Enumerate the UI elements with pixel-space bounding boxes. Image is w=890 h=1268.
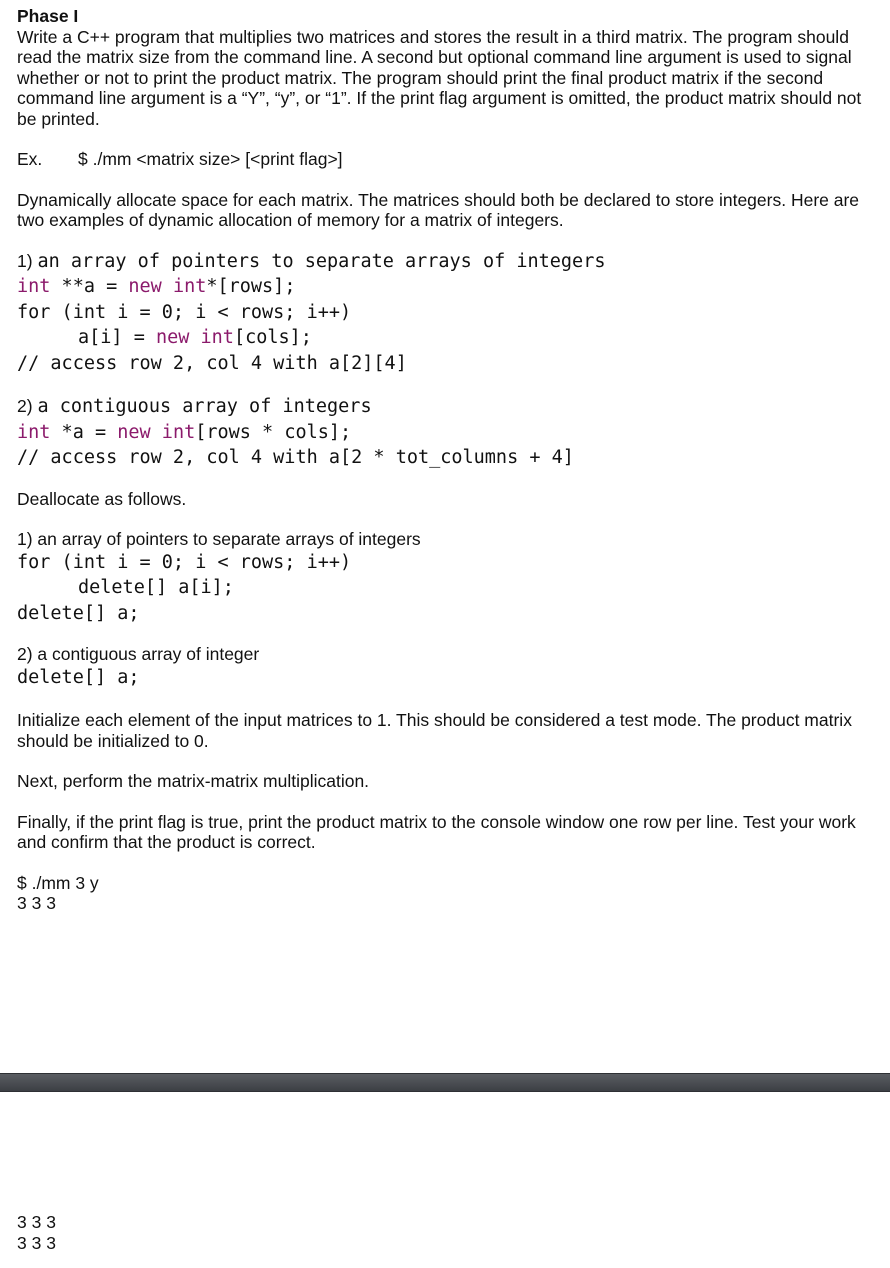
allocation-example-1: [17, 249, 877, 377]
dealloc1-code-line-3: delete[] a;: [17, 602, 140, 624]
alloc2-number: 2): [17, 396, 38, 416]
dealloc2-code-line-1: delete[] a;: [17, 666, 140, 688]
alloc1-code-line-1: int **a = new int*[rows];: [17, 276, 296, 297]
deallocation-example-1: [17, 529, 877, 626]
alloc2-code-comment: // access row 2, col 4 with a[2 * tot_columns + 4]: [17, 447, 574, 468]
output-row: 3 3 3: [17, 1212, 56, 1232]
example-command: $ ./mm <matrix size> [<print flag>]: [78, 149, 343, 169]
dealloc1-code-line-1: for (int i = 0; i < rows; i++): [17, 551, 352, 573]
allocation-intro: Dynamically allocate space for each matrix. The matrices should both be declared to store integers. Here are two examples of dynamic allocation of memory for a matrix of integers.: [17, 189, 860, 230]
intro-paragraph: Write a C++ program that multiplies two matrices and stores the result in a third matrix. The program should read the matrix size from the command line. A second but optional command line argument is used to signal whether or not to print the product matrix. The program should print the final product matrix if the second command line argument is a “Y”, “y”, or “1”. If the print flag argument is omitted, the product matrix should not be printed.: [17, 26, 862, 129]
alloc1-title-line: [17, 249, 877, 275]
dealloc1-title: 1) an array of pointers to separate arrays of integers: [17, 529, 421, 549]
alloc1-code-comment: // access row 2, col 4 with a[2][4]: [17, 352, 407, 374]
multiply-paragraph: Next, perform the matrix-matrix multiplication.: [17, 771, 370, 791]
sample-command: $ ./mm 3 y: [17, 872, 99, 893]
dealloc2-title: 2) a contiguous array of integer: [17, 644, 260, 664]
example-prefix: Ex.: [17, 149, 43, 169]
sample-output: [17, 873, 877, 914]
alloc1-number: 1): [17, 250, 38, 271]
alloc1-code-line-3: a[i] = new int[cols];: [78, 327, 312, 348]
page-break-divider: [0, 1073, 890, 1092]
output-row: 3 3 3: [17, 1232, 56, 1253]
allocation-example-2: [17, 394, 877, 471]
page-heading: Phase I: [17, 6, 79, 26]
assignment-page-2: [17, 1212, 56, 1253]
print-paragraph: Finally, if the print flag is true, print the product matrix to the console window one row per line. Test your work and confirm that the product is correct.: [17, 811, 856, 852]
deallocation-example-2: [17, 644, 877, 690]
dealloc1-code-line-2: delete[] a[i];: [78, 577, 234, 598]
output-row: 3 3 3: [17, 893, 56, 913]
deallocation-intro: Deallocate as follows.: [17, 488, 187, 509]
alloc2-title-line: [17, 394, 877, 420]
example-usage: [17, 149, 877, 170]
alloc2-title: a contiguous array of integers: [37, 396, 372, 417]
alloc2-code-line-1: int *a = new int[rows * cols];: [17, 421, 352, 443]
alloc1-title: an array of pointers to separate arrays of integers: [37, 250, 606, 272]
initialize-paragraph: Initialize each element of the input matrices to 1. This should be considered a test mode. The product matrix should be initialized to 0.: [17, 710, 852, 751]
assignment-page-1: [17, 6, 877, 914]
alloc1-code-line-2: for (int i = 0; i < rows; i++): [17, 301, 352, 323]
